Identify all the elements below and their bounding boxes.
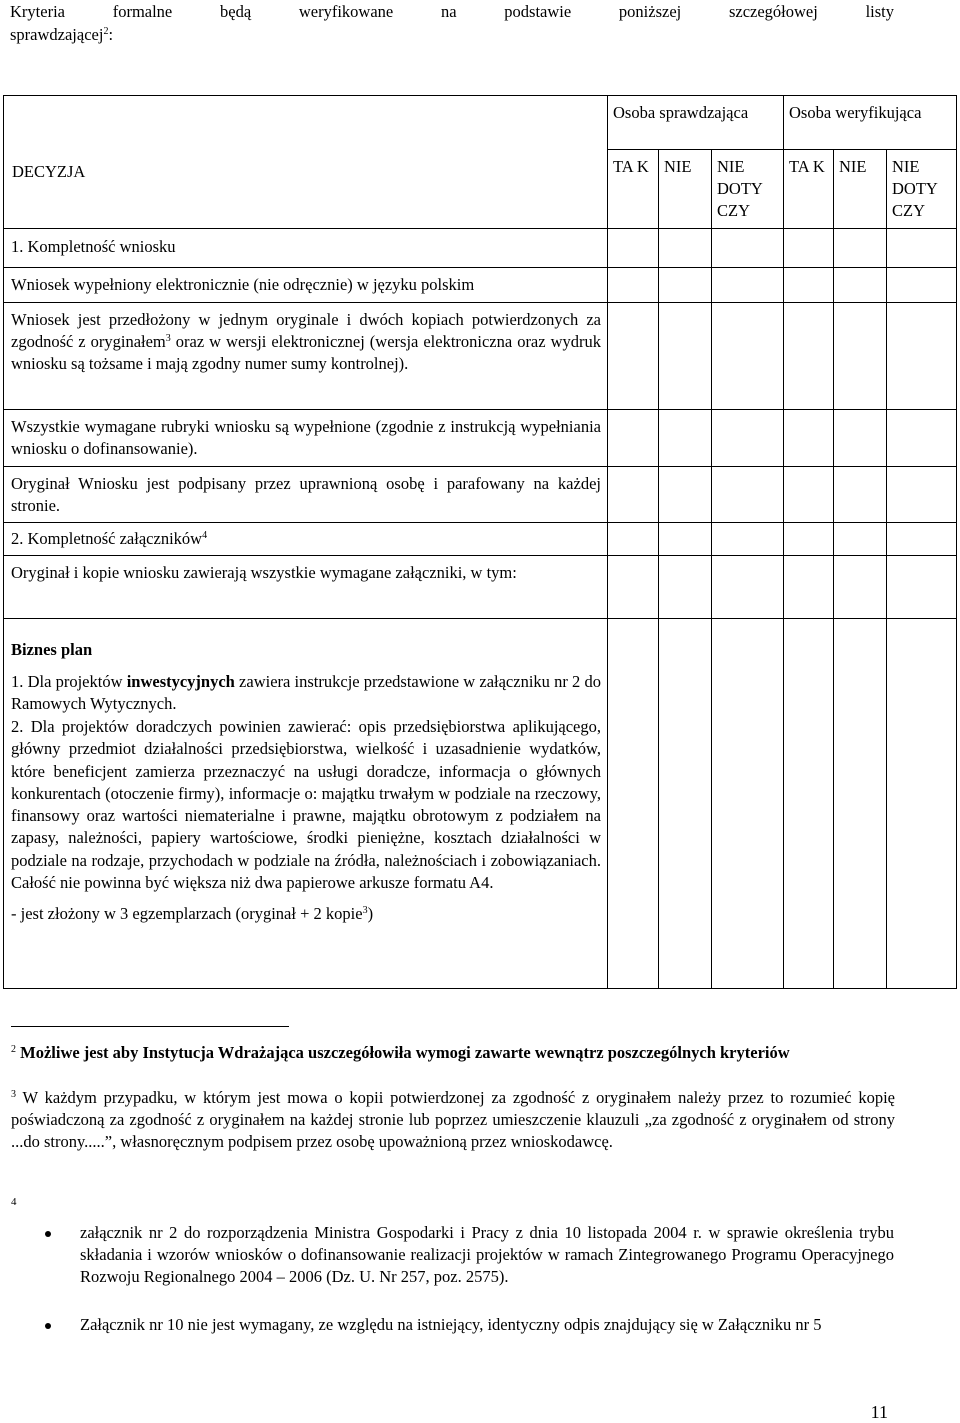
box-r5-tak[interactable] [608,556,659,619]
box-r1-nd-v[interactable] [887,268,957,303]
box-r2-nie-v[interactable] [834,303,887,410]
row1-text: Wniosek wypełniony elektronicznie (nie odręcznie) w języku polskim [11,275,475,294]
biznes-plan-cell [4,619,608,989]
box-bp-nie[interactable] [659,619,712,989]
box-s2-tak[interactable] [608,523,659,556]
box-r3-tak[interactable] [608,410,659,467]
footnote-4-item-1: załącznik nr 2 do rozporządzenia Ministra Gospodarki i Pracy z dnia 10 listopada 2004 r. w sprawie określenia trybu składania i wzorów wniosków o dofinansowanie realizacji projektów w ramach Zintegrowanego Programu Operacyjnego Rozwoju Regionalnego 2004 – 2006 (Dz. U. Nr 257, poz. 2575). [80,1223,894,1286]
row3-text: Wszystkie wymagane rubryki wniosku są wypełnione (zgodnie z instrukcją wypełniania wniosku o dofinansowanie). [11,417,601,458]
col-nd-verifier: NIE DOTY CZY [887,150,957,229]
intro-line2: sprawdzającej$^2$: [10,25,114,44]
box-bp-nd-v[interactable] [887,619,957,989]
checklist-table [3,95,957,989]
box-s2-nie[interactable] [659,523,712,556]
footnote-ref-3: 3 [165,333,171,344]
group-header-verifier: Osoba weryfikująca [784,96,957,150]
row5-cell [4,556,608,619]
group-header-checker: Osoba sprawdzająca [608,96,784,150]
row4-cell [4,467,608,523]
box-r2-nd[interactable] [712,303,784,410]
bp-item-3: - jest złożony w 3 egzemplarzach (oryginał + 2 kopie$^3$) [11,904,374,924]
box-r3-nie-v[interactable] [834,410,887,467]
footnote-4-item-2: Załącznik nr 10 nie jest wymagany, ze względu na istniejący, identyczny odpis znajdujący się w Załączniku nr 5 [80,1315,822,1334]
box-r4-tak[interactable] [608,467,659,523]
box-r1-nie[interactable] [659,268,712,303]
box-r1-nd[interactable] [712,268,784,303]
box-s1-tak[interactable] [608,229,659,268]
box-r2-nie[interactable] [659,303,712,410]
row2-text: Wniosek jest przedłożony w jednym oryginale i dwóch kopiach potwierdzonych za zgodność z oryginałem$^3$ oraz w wersji elektronicznej (wersja elektroniczna oraz wydruk wniosku są tożsame i mają zgodny numer sumy kontrolnej). [11,310,601,373]
footnote-separator [11,1026,289,1027]
col-nie-checker: NIE [659,150,712,229]
box-r1-tak-v[interactable] [784,268,834,303]
row4-text: Oryginał Wniosku jest podpisany przez uprawnioną osobę i parafowany na każdej stronie. [11,474,601,515]
box-r3-nd[interactable] [712,410,784,467]
decision-header-cell [4,96,608,229]
bp-item-1: 1. Dla projektów inwestycyjnych zawiera instrukcje przedstawione w załączniku nr 2 do Ramowych Wytycznych. [11,672,601,713]
col-nie-verifier: NIE [834,150,887,229]
box-bp-nie-v[interactable] [834,619,887,989]
box-r3-nd-v[interactable] [887,410,957,467]
bullet-2 [45,1323,51,1329]
page-number: 11 [870,1402,888,1422]
section2-title: 2. Kompletność załączników$^4$ [11,529,208,548]
box-s2-nd[interactable] [712,523,784,556]
decision-label: DECYZJA [12,162,86,181]
bp-item-2: 2. Dla projektów doradczych powinien zawierać: opis przedsiębiorstwa aplikującego, główny przedmiot działalności przedsiębiorstwa, wielkość i uzasadnienie wydatków, które beneficjent zamierza przeznaczyć na usługi doradcze, informacja o głównych konkurentach (otoczenie firmy), informacje o: majątku trwałym w podziale na rzeczowy, finansowy oraz wartości niematerialne i prawne, majątku obrotowym z podziałem na zapasy, należności, papiery wartościowe, środki pieniężne, kosztach działalności w podziale na rodzaje, przychodach w podziale na źródła, należnościach i zobowiązaniach. Całość nie powinna być większa niż dwa papierowe arkusze formatu A4. [11,717,601,893]
box-r2-tak-v[interactable] [784,303,834,410]
box-r2-tak[interactable] [608,303,659,410]
box-s1-tak-v[interactable] [784,229,834,268]
section1-title: 1. Kompletność wniosku [11,237,176,256]
col-nd-checker: NIE DOTY CZY [712,150,784,229]
box-s2-tak-v[interactable] [784,523,834,556]
bullet-1 [45,1231,51,1237]
box-s1-nie-v[interactable] [834,229,887,268]
footnote-3: $^3$ W każdym przypadku, w którym jest mowa o kopii potwierdzonej za zgodność z oryginałem należy przez to rozumieć kopię poświadczoną za zgodność z oryginałem na każdej stronie lub poprzez umieszczenie klauzuli „za zgodność z oryginałem od strony ...do strony.....”, własnoręcznym podpisem przez osobę upoważnioną przez wnioskodawcę. [11,1088,896,1151]
row5-text: Oryginał i kopie wniosku zawierają wszystkie wymagane załączniki, w tym: [11,563,517,582]
biznes-plan-title: Biznes plan [11,640,93,659]
col-tak-checker: TA K [608,150,659,229]
row3-cell [4,410,608,467]
box-bp-tak-v[interactable] [784,619,834,989]
footnote-2: $^2$ Możliwe jest aby Instytucja Wdrażająca uszczegółowiła wymogi zawarte wewnątrz poszczególnych kryteriów [11,1043,790,1062]
col-tak-verifier: TA K [784,150,834,229]
footnote-ref-4: 4 [202,530,208,541]
row2-cell [4,303,608,410]
box-r3-tak-v[interactable] [784,410,834,467]
box-bp-nd[interactable] [712,619,784,989]
box-r4-nd[interactable] [712,467,784,523]
box-r1-tak[interactable] [608,268,659,303]
box-r4-nie-v[interactable] [834,467,887,523]
box-r4-nd-v[interactable] [887,467,957,523]
box-s2-nie-v[interactable] [834,523,887,556]
footnote-4-number: 4 [11,1196,17,1208]
box-r2-nd-v[interactable] [887,303,957,410]
row1-cell [4,268,608,303]
box-bp-tak[interactable] [608,619,659,989]
box-r4-nie[interactable] [659,467,712,523]
box-s1-nd[interactable] [712,229,784,268]
box-s1-nie[interactable] [659,229,712,268]
box-s1-nd-v[interactable] [887,229,957,268]
box-r5-nie-v[interactable] [834,556,887,619]
section1-title-cell [4,229,608,268]
box-r5-nd[interactable] [712,556,784,619]
box-s2-nd-v[interactable] [887,523,957,556]
box-r1-nie-v[interactable] [834,268,887,303]
footnote-ref-2: 2 [103,26,109,37]
box-r4-tak-v[interactable] [784,467,834,523]
box-r5-nd-v[interactable] [887,556,957,619]
box-r5-tak-v[interactable] [784,556,834,619]
intro-line1: Kryteria formalne będą weryfikowane na podstawie poniższej szczegółowej listy [10,2,894,21]
box-r3-nie[interactable] [659,410,712,467]
box-r5-nie[interactable] [659,556,712,619]
section2-title-cell [4,523,608,556]
